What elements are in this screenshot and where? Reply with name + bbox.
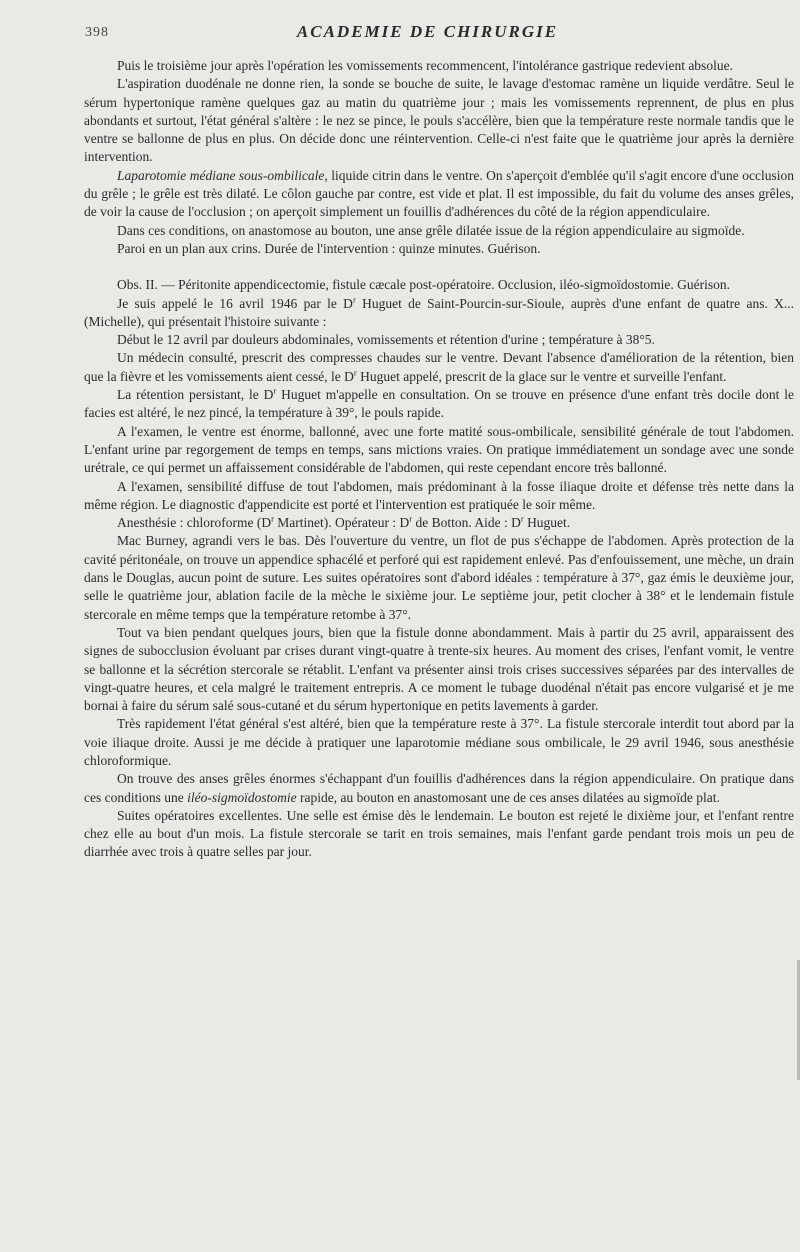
paragraph [84,75,794,166]
superscript: r [353,367,357,378]
superscript: r [409,513,413,524]
text-run: Suites opératoires excellentes. Une selle est émise dès le lendemain. Le bouton est rejeté le dixième jour, et l'enfant rentre chez elle au bout d'un mois. La fistule stercorale se tarit en trois semaines, mais l'enfant garde pendant trois mois un peu de diarrhée avec trois à quatre selles par jour. [84,807,794,860]
paragraph [84,386,794,423]
paragraph [84,167,794,222]
text-run: A l'examen, le ventre est énorme, ballonné, avec une forte matité sous-ombilicale, sensibilité générale de tout l'abdomen. L'enfant urine par regorgement de temps en temps, sans mictions vraies. On pratique immédiatement un sondage avec une sonde urétrale, ce qui permet un affaissement considérable de l'abdomen, qui reste cependant encore très ballonné. [84,423,794,476]
text-run: Paroi en un plan aux crins. Durée de l'intervention : quinze minutes. Guérison. [117,240,541,256]
page-header [85,22,770,48]
text-run: liquide citrin dans le ventre. On s'aperçoit d'emblée qu'il s'agit encore d'une occlusion du grêle ; le grêle est très dilaté. Le côlon gauche par contre, est vide et plat. Il est impossible, du fait du volume des anses grêles, de voir la cause de l'occlusion ; on aperçoit simplement un fouillis d'adhérences du côté de la région appendiculaire. [84,167,794,220]
text-run: Huguet m'appelle en consultation. On se trouve en présence d'une enfant très docile dont le facies est altéré, le nez pincé, la température à 39°, le pouls rapide. [84,387,795,421]
text-run: Anesthésie : chloroforme (D [117,515,272,531]
paragraph [84,295,794,332]
text-run: On trouve des anses grêles énormes s'échappant d'un fouillis d'adhérences dans la région appendiculaire. On pratique dans ces conditions une [84,771,794,805]
superscript: r [271,513,274,524]
paragraph [84,423,794,478]
paragraph [84,770,794,807]
paragraph [84,331,794,349]
paragraph [84,240,794,258]
text-run: de Botton. Aide : D [412,515,521,531]
text-run: Huguet de Saint-Pourcin-sur-Sioule, auprès d'une enfant de quatre ans. X... (Michelle), qui présentait l'histoire suivante : [84,295,794,329]
text-run: Je suis appelé le 16 avril 1946 par le D [117,295,353,311]
italic-run: iléo-sigmoïdostomie [187,789,297,805]
text-run: Très rapidement l'état général s'est altéré, bien que la température reste à 37°. La fistule stercorale interdit tout abord par la voie iliaque droite. Aussi je me décide à pratiquer une laparotomie médiane sous ombilicale, le 29 avril 1946, sous anesthésie chloroformique. [84,716,794,768]
text-run: rapide, au bouton en anastomosant une de ces anses dilatées au sigmoïde plat. [296,789,720,805]
superscript: r [352,294,356,305]
text-run: Puis le troisième jour après l'opération les vomissements recommencent, l'intolérance gastrique redevient absolue. [117,58,733,73]
text-run: Tout va bien pendant quelques jours, bien que la fistule donne abondamment. Mais à partir du 25 avril, apparaissent des signes de subocclusion évoluant par crises durant vingt-quatre à trente-six heures. Au moment des crises, l'enfant vomit, le ventre se ballonne et la sécrétion stercorale se rétablit. L'enfant va présenter ainsi trois crises successives séparées par des intervalles de vingt-quatre heures, et cela malgré le traitement entrepris. A ce moment le tubage duodénal n'était pas encore vulgarisé et je me bornai à faire du sérum salé sous-cutané et du sérum hypertonique en petits lavements à garder. [84,624,794,714]
paragraph [84,276,794,294]
text-run: A l'examen, sensibilité diffuse de tout l'abdomen, mais prédominant à la fosse iliaque droite et défense très nette dans la même région. Le diagnostic d'appendicite est porté et l'intervention est pratiquée le soir même. [84,478,794,512]
text-run: Huguet. [523,515,571,531]
article-body [84,57,794,862]
text-run: Un médecin consulté, prescrit des compresses chaudes sur le ventre. Devant l'absence d'amélioration de la rétention, bien que la fièvre et les vomissements aient cessé, le D [84,350,794,384]
italic-run: Laparotomie médiane sous-ombilicale, [117,167,328,183]
paragraph [84,222,794,240]
text-run: Martinet). Opérateur : D [273,515,410,531]
paragraph [84,532,794,623]
text-run: La rétention persistant, le D [117,387,274,403]
paragraph [84,807,794,862]
paragraph [84,715,794,770]
text-run: Obs. II. — Péritonite appendicectomie, fistule cæcale post-opératoire. Occlusion, iléo-sigmoïdostomie. Guérison. [117,277,730,293]
page-number: 398 [85,25,109,40]
paragraph [84,624,794,715]
text-run: Dans ces conditions, on anastomose au bouton, une anse grêle dilatée issue de la région appendiculaire au sigmoïde. [117,222,745,238]
text-run: L'aspiration duodénale ne donne rien, la sonde se bouche de suite, le lavage d'estomac ramène un liquide verdâtre. Seul le sérum hypertonique ramène quelques gaz au matin du quatrième jour ; mais les vomissements reprennent, de plus en plus abondants et surtout, l'état général s'altère : le nez se pince, le pouls s'accélère, bien que la température reste normale tandis que le ventre se ballonne de plus en plus. On décide donc une réintervention. Celle-ci n'est faite que le quatrième jour après la dernière intervention. [84,76,794,165]
superscript: r [520,513,524,524]
paragraph [84,478,794,515]
text-run: Début le 12 avril par douleurs abdominales, vomissements et rétention d'urine ; température à 38°5. [117,332,655,348]
paragraph [84,57,794,75]
paragraph [84,349,794,386]
text-run: Huguet appelé, prescrit de la glace sur le ventre et surveille l'enfant. [356,368,727,384]
paragraph [84,514,794,532]
text-run: Mac Burney, agrandi vers le bas. Dès l'ouverture du ventre, un flot de pus s'échappe de l'abdomen. Après protection de la cavité péritonéale, on trouve un appendice sphacélé et perforé qui est rapidement enlevé. Pas d'enfouissement, une mèche, un drain dans le Douglas, aucun point de suture. Les suites opératoires sont d'abord idéales : température à 37°, gaz émis le deuxième jour, selle le quatrième jour, ablation facile de la mèche le sixième jour. Le septième jour, petit clocher à 38° et le lendemain fistule stercorale en même temps que la température retombe à 37°. [84,533,794,622]
running-title: ACADEMIE DE CHIRURGIE [296,22,559,41]
superscript: r [273,385,277,396]
